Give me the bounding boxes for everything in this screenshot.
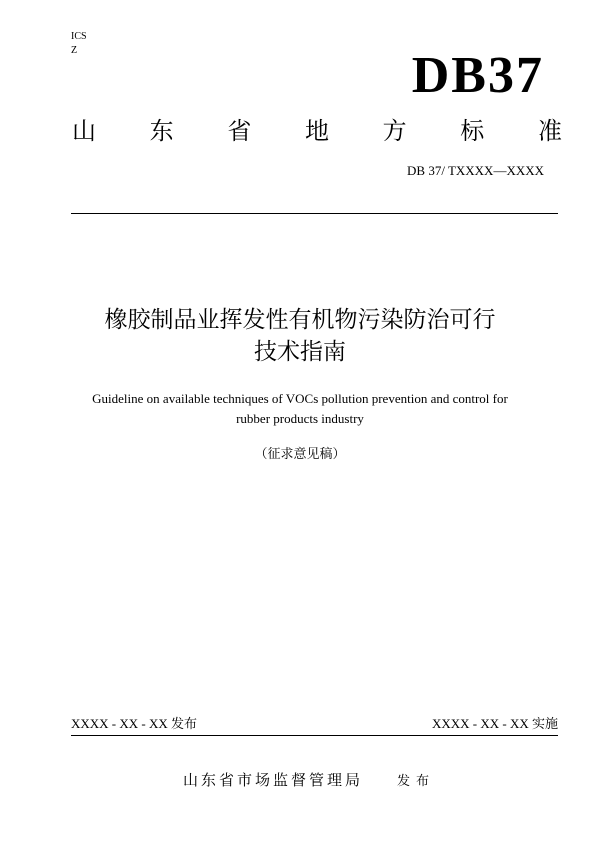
db-code: DB37 (411, 47, 544, 104)
standard-type-char: 标 (460, 117, 485, 145)
standard-type-char: 山 (72, 117, 96, 145)
issuer-name: 山东省市场监督管理局 (183, 771, 364, 789)
standard-type-char: 准 (537, 117, 562, 145)
release-date: XXXX - XX - XX 发布 (71, 716, 198, 731)
document-title-cn (60, 304, 540, 368)
header-divider (71, 213, 558, 214)
category-code: Z (71, 45, 78, 56)
footer-divider (71, 735, 558, 736)
issuer-row (183, 771, 435, 791)
draft-note: （征求意见稿） (254, 447, 346, 462)
ics-code-block (71, 30, 87, 58)
title-cn-line-2: 技术指南 (254, 339, 346, 365)
standard-type-title (72, 117, 562, 145)
standard-type-char: 省 (227, 117, 252, 145)
title-en-line-1: Guideline on available techniques of VOCs pollution prevention and control for (92, 391, 508, 406)
date-row (71, 716, 558, 732)
document-title-en (60, 389, 540, 429)
ics-label: ICS (71, 31, 87, 42)
standard-type-char: 东 (149, 117, 174, 145)
title-en-line-2: rubber products industry (236, 411, 364, 426)
issue-word: 发布 (397, 774, 436, 789)
standard-type-char: 地 (304, 117, 329, 145)
title-cn-line-1: 橡胶制品业挥发性有机物污染防治可行 (104, 307, 496, 333)
implement-date: XXXX - XX - XX 实施 (431, 716, 558, 731)
standard-number: DB 37/ TXXXX—XXXX (407, 163, 544, 178)
standard-type-char: 方 (382, 117, 407, 145)
